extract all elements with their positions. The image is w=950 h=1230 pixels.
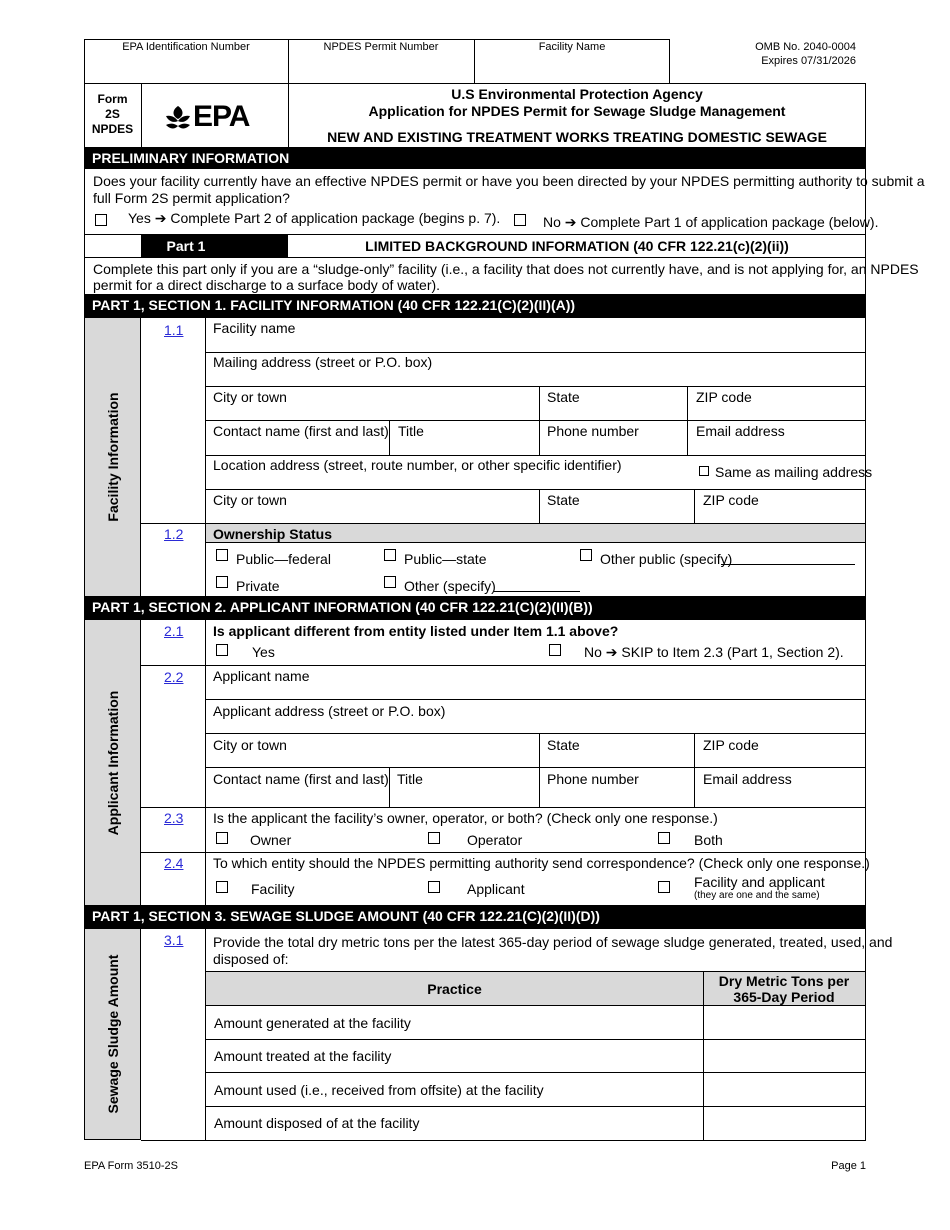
preliminary-no-label: No ➔ Complete Part 1 of application package (below). xyxy=(543,214,879,230)
other-public-label: Other public (specify) xyxy=(600,551,733,567)
applicant-contact-field[interactable]: Contact name (first and last) xyxy=(213,771,389,787)
section3-side-label: Sewage Sludge Amount xyxy=(104,954,121,1114)
npdes-permit-label: NPDES Permit Number xyxy=(323,41,439,53)
item-2-2-link[interactable]: 2.2 xyxy=(164,669,184,685)
item-2-4-link[interactable]: 2.4 xyxy=(164,855,184,871)
facility-name-field[interactable]: Facility name xyxy=(213,320,296,336)
col-tons-header: Dry Metric Tons per 365-Day Period xyxy=(718,973,850,1005)
form-label: Form 2S NPDES xyxy=(91,92,134,136)
location-city-field[interactable]: City or town xyxy=(213,492,287,508)
item-2-3-link[interactable]: 2.3 xyxy=(164,810,184,826)
preliminary-no-checkbox[interactable] xyxy=(514,214,526,226)
zip-field[interactable]: ZIP code xyxy=(696,389,752,405)
location-state-field[interactable]: State xyxy=(547,492,580,508)
applicant-different-no-label: No ➔ SKIP to Item 2.3 (Part 1, Section 2). xyxy=(584,644,844,660)
other-specify-checkbox[interactable] xyxy=(384,576,396,588)
correspondence-applicant-label: Applicant xyxy=(467,881,525,897)
same-as-mailing-label: Same as mailing address xyxy=(715,464,873,480)
private-label: Private xyxy=(236,578,280,594)
item-2-1-link[interactable]: 2.1 xyxy=(164,623,184,639)
table-row: Amount disposed of at the facility xyxy=(214,1115,420,1131)
section2-heading: PART 1, SECTION 2. APPLICANT INFORMATION (40 CFR 122.21(C)(2)(II)(B)) xyxy=(84,596,866,620)
section1-heading: PART 1, SECTION 1. FACILITY INFORMATION (40 CFR 122.21(C)(2)(II)(A)) xyxy=(84,294,866,318)
preliminary-yes-label: Yes ➔ Complete Part 2 of application package (begins p. 7). xyxy=(128,210,501,226)
public-state-checkbox[interactable] xyxy=(384,549,396,561)
question-3-1-line1: Provide the total dry metric tons per the latest 365-day period of sewage sludge generated, treated, used, and xyxy=(213,934,893,950)
same-as-mailing-checkbox[interactable] xyxy=(699,466,709,476)
question-2-3: Is the applicant the facility’s owner, operator, or both? (Check only one response.) xyxy=(213,810,718,826)
epa-logo xyxy=(163,102,263,136)
title-field[interactable]: Title xyxy=(398,423,424,439)
section3-heading: PART 1, SECTION 3. SEWAGE SLUDGE AMOUNT (40 CFR 122.21(C)(2)(II)(D)) xyxy=(84,905,866,929)
correspondence-both-label: Facility and applicant xyxy=(694,874,825,890)
correspondence-applicant-checkbox[interactable] xyxy=(428,881,440,893)
applicant-name-field[interactable]: Applicant name xyxy=(213,668,310,684)
phone-field[interactable]: Phone number xyxy=(547,423,639,439)
item-3-1-link[interactable]: 3.1 xyxy=(164,932,184,948)
footer-page-number: Page 1 xyxy=(831,1160,866,1172)
preliminary-question-line1: Does your facility currently have an effective NPDES permit or have you been directed by your NPDES permitting authority to submit a xyxy=(93,173,925,189)
applicant-city-field[interactable]: City or town xyxy=(213,737,287,753)
tons-used-cell[interactable] xyxy=(704,1073,865,1106)
item-1-2-link[interactable]: 1.2 xyxy=(164,526,184,542)
public-federal-checkbox[interactable] xyxy=(216,549,228,561)
footer-form-number: EPA Form 3510-2S xyxy=(84,1160,178,1172)
agency-name: U.S Environmental Protection Agency xyxy=(451,86,703,102)
applicant-different-no-checkbox[interactable] xyxy=(549,644,561,656)
correspondence-facility-checkbox[interactable] xyxy=(216,881,228,893)
section2-side-label: Applicant Information xyxy=(104,690,121,835)
applicant-phone-field[interactable]: Phone number xyxy=(547,771,639,787)
part1-title: LIMITED BACKGROUND INFORMATION (40 CFR 122.21(c)(2)(ii)) xyxy=(365,238,789,254)
correspondence-both-note: (they are one and the same) xyxy=(694,890,820,901)
operator-checkbox[interactable] xyxy=(428,832,440,844)
operator-label: Operator xyxy=(467,832,523,848)
city-field[interactable]: City or town xyxy=(213,389,287,405)
other-specify-label: Other (specify) xyxy=(404,578,496,594)
applicant-state-field[interactable]: State xyxy=(547,737,580,753)
correspondence-facility-label: Facility xyxy=(251,881,295,897)
location-address-field[interactable]: Location address (street, route number, or other specific identifier) xyxy=(213,457,622,473)
private-checkbox[interactable] xyxy=(216,576,228,588)
question-2-1: Is applicant different from entity listed under Item 1.1 above? xyxy=(213,623,619,639)
applicant-address-field[interactable]: Applicant address (street or P.O. box) xyxy=(213,703,446,719)
tons-treated-cell[interactable] xyxy=(704,1040,865,1072)
tons-disposed-cell[interactable] xyxy=(704,1107,865,1140)
question-2-4: To which entity should the NPDES permitting authority send correspondence? (Check only one response.) xyxy=(213,855,870,871)
section2-side-panel xyxy=(84,620,141,905)
preliminary-heading: PRELIMINARY INFORMATION xyxy=(84,148,866,169)
both-checkbox[interactable] xyxy=(658,832,670,844)
section1-side-label: Facility Information xyxy=(104,392,121,522)
question-3-1-line2: disposed of: xyxy=(213,951,289,967)
epa-flower-icon xyxy=(163,104,193,134)
other-public-checkbox[interactable] xyxy=(580,549,592,561)
other-public-specify-line[interactable] xyxy=(721,564,855,565)
state-field[interactable]: State xyxy=(547,389,580,405)
tons-generated-cell[interactable] xyxy=(704,1006,865,1039)
table-row: Amount used (i.e., received from offsite) at the facility xyxy=(214,1082,544,1098)
location-zip-field[interactable]: ZIP code xyxy=(703,492,759,508)
applicant-different-yes-label: Yes xyxy=(252,644,275,660)
facility-name-label: Facility Name xyxy=(538,41,606,53)
applicant-title-field[interactable]: Title xyxy=(397,771,423,787)
epa-id-label: EPA Identification Number xyxy=(122,41,250,53)
owner-label: Owner xyxy=(250,832,292,848)
omb-number: OMB No. 2040-0004 xyxy=(755,41,856,53)
ownership-status-heading: Ownership Status xyxy=(213,526,333,542)
application-title: Application for NPDES Permit for Sewage Sludge Management xyxy=(368,103,786,119)
public-federal-label: Public—federal xyxy=(236,551,331,567)
mailing-address-field[interactable]: Mailing address (street or P.O. box) xyxy=(213,354,433,370)
table-row: Amount treated at the facility xyxy=(214,1048,392,1064)
form-subtitle: NEW AND EXISTING TREATMENT WORKS TREATING DOMESTIC SEWAGE xyxy=(327,129,827,145)
preliminary-yes-checkbox[interactable] xyxy=(95,214,107,226)
preliminary-question-line2: full Form 2S permit application? xyxy=(93,190,290,206)
both-label: Both xyxy=(694,832,723,848)
owner-checkbox[interactable] xyxy=(216,832,228,844)
email-field[interactable]: Email address xyxy=(696,423,785,439)
contact-name-field[interactable]: Contact name (first and last) xyxy=(213,423,389,439)
correspondence-both-checkbox[interactable] xyxy=(658,881,670,893)
omb-expires: Expires 07/31/2026 xyxy=(761,55,856,67)
part1-label: Part 1 xyxy=(166,238,206,254)
epa-logo-text: EPA xyxy=(193,100,250,133)
applicant-zip-field[interactable]: ZIP code xyxy=(703,737,759,753)
table-row: Amount generated at the facility xyxy=(214,1015,411,1031)
public-state-label: Public—state xyxy=(404,551,487,567)
applicant-email-field[interactable]: Email address xyxy=(703,771,792,787)
section1-side-panel xyxy=(84,318,141,596)
part1-intro-line2: permit for a direct discharge to a surface body of water). xyxy=(93,277,441,293)
applicant-different-yes-checkbox[interactable] xyxy=(216,644,228,656)
item-1-1-link[interactable]: 1.1 xyxy=(164,322,184,338)
other-specify-line[interactable] xyxy=(494,591,580,592)
col-practice-header: Practice xyxy=(427,981,482,997)
part1-intro-line1: Complete this part only if you are a “sludge-only” facility (i.e., a facility that does not currently have, and is not applying for, an NPDES xyxy=(93,261,919,277)
section3-side-panel xyxy=(84,929,141,1140)
